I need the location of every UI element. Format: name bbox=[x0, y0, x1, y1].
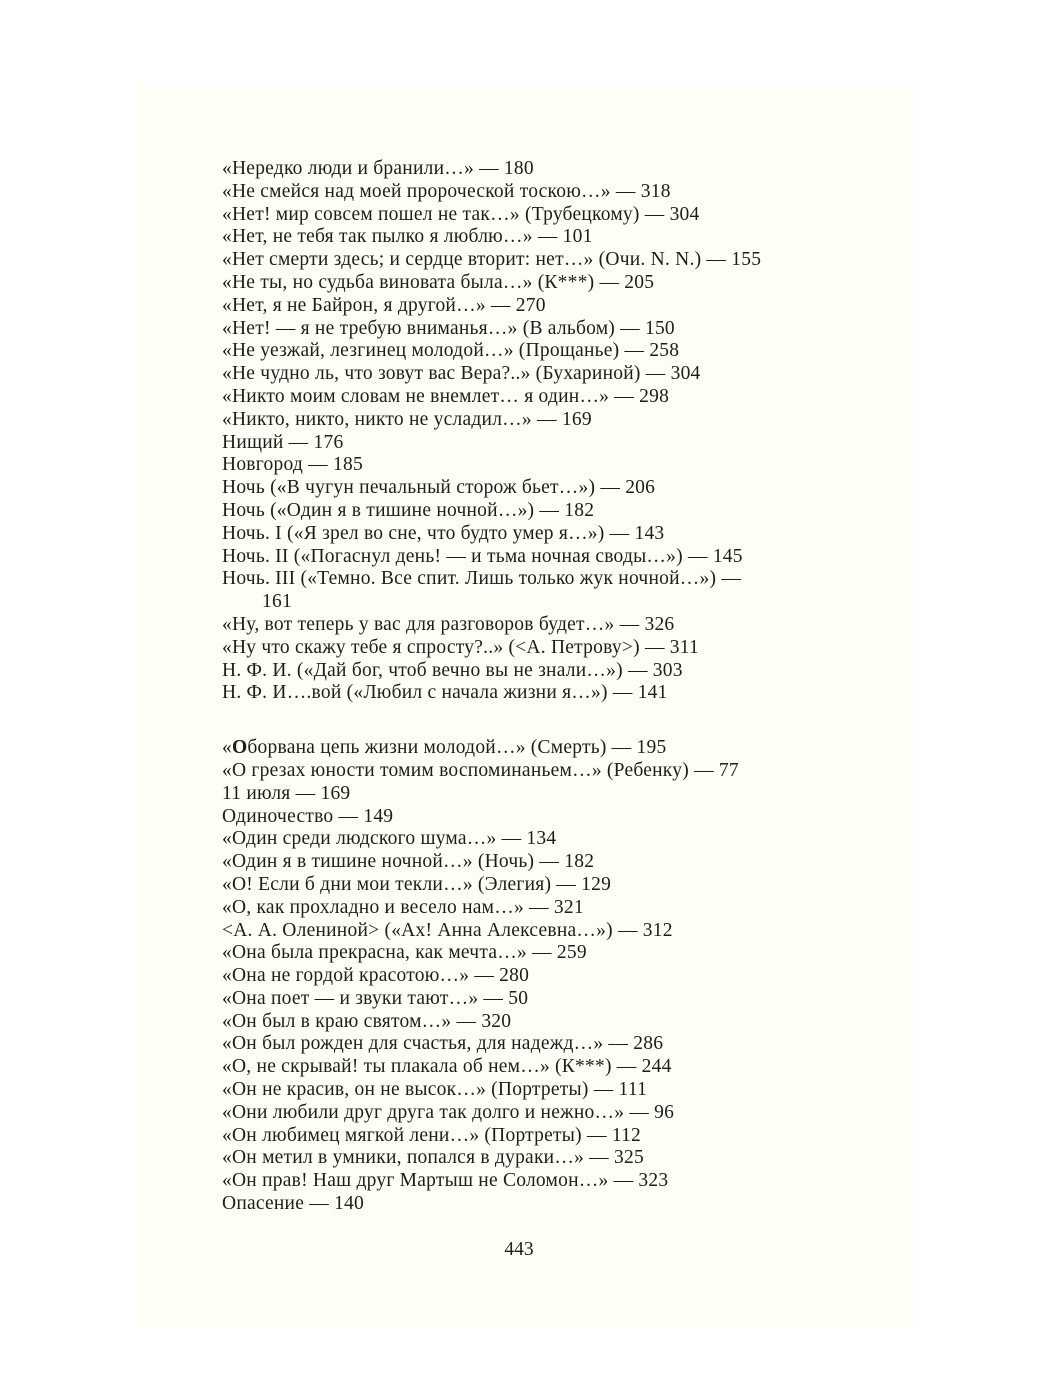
index-entry: «Ну что скажу тебе я спросту?..» (<А. Петрову>) — 311 bbox=[222, 636, 700, 658]
index-section-letter-o bbox=[222, 737, 816, 1216]
index-entry: «Она не гордой красотою…» — 280 bbox=[222, 965, 530, 987]
index-entry: <А. А. Олениной> («Ах! Анна Алексевна…») — 312 bbox=[222, 919, 673, 941]
index-entry: «Не ты, но судьба виновата была…» (К***) — 205 bbox=[222, 271, 655, 293]
index-entry: Новгород — 185 bbox=[222, 454, 363, 476]
index-entry: «Он не красив, он не высок…» (Портреты) — 111 bbox=[222, 1079, 648, 1101]
index-entry: «Она поет — и звуки тают…» — 50 bbox=[222, 987, 529, 1009]
index-entry: «Ну, вот теперь у вас для разговоров будет…» — 326 bbox=[222, 613, 675, 635]
index-entry: «Нет! мир совсем пошел не так…» (Трубецкому) — 304 bbox=[222, 203, 700, 225]
book-page bbox=[138, 84, 914, 1328]
index-entry: «Он метил в умники, попался в дураки…» — 325 bbox=[222, 1147, 644, 1169]
index-entry: «О! Если б дни мои текли…» (Элегия) — 129 bbox=[222, 873, 612, 895]
index-entry: «Один я в тишине ночной…» (Ночь) — 182 bbox=[222, 851, 595, 873]
index-entry: «Не уезжай, лезгинец молодой…» (Прощанье) — 258 bbox=[222, 340, 680, 362]
page-number: 443 bbox=[504, 1239, 534, 1260]
index-entry: «Нет смерти здесь; и сердце вторит: нет…» (Очи. N. N.) — 155 bbox=[222, 249, 762, 271]
index-entry: «Они любили друг друга так долго и нежно…» — 96 bbox=[222, 1101, 675, 1123]
index-entry: «Он любимец мягкой лени…» (Портреты) — 112 bbox=[222, 1124, 642, 1146]
index-entry: «Нет! — я не требую вниманья…» (В альбом) — 150 bbox=[222, 317, 675, 339]
index-entry: «Нет, я не Байрон, я другой…» — 270 bbox=[222, 294, 546, 316]
index-entry: «Он был рожден для счастья, для надежд…» — 286 bbox=[222, 1033, 664, 1055]
index-entry: «Не чудно ль, что зовут вас Вера?..» (Бухариной) — 304 bbox=[222, 363, 701, 385]
index-entry: «Не смейся над моей пророческой тоскою…» — 318 bbox=[222, 180, 671, 202]
index-entry: «Он прав! Наш друг Мартыш не Соломон…» — 323 bbox=[222, 1170, 669, 1192]
index-entry: Ночь («В чугун печальный сторож бьет…») — 206 bbox=[222, 477, 656, 499]
index-entry: «О, как прохладно и весело нам…» — 321 bbox=[222, 896, 584, 918]
index-entry: «Никто, никто, никто не усладил…» — 169 bbox=[222, 408, 592, 430]
index-entry: «Она была прекрасна, как мечта…» — 259 bbox=[222, 942, 587, 964]
index-entry: Одиночество — 149 bbox=[222, 805, 394, 827]
index-entry-continuation: 161 bbox=[262, 591, 292, 613]
index-entry: Ночь («Один я в тишине ночной…») — 182 bbox=[222, 499, 595, 521]
index-list bbox=[222, 158, 816, 1216]
index-entry: Ночь. II («Погаснул день! — и тьма ночная своды…») — 145 bbox=[222, 545, 743, 567]
index-entry: «Он был в краю святом…» — 320 bbox=[222, 1010, 512, 1032]
index-entry: Ночь. I («Я зрел во сне, что будто умер я…») — 143 bbox=[222, 522, 665, 544]
index-entry: 11 июля — 169 bbox=[222, 782, 351, 804]
index-entry: «О, не скрывай! ты плакала об нем…» (К***) — 244 bbox=[222, 1056, 672, 1078]
index-entry: Ночь. III («Темно. Все спит. Лишь только жук ночной…») — bbox=[222, 568, 742, 590]
index-entry: Н. Ф. И….вой («Любил с начала жизни я…») — 141 bbox=[222, 682, 668, 704]
index-section-letter-n-continued bbox=[222, 158, 816, 705]
index-entry: Нищий — 176 bbox=[222, 431, 344, 453]
index-entry: «Нет, не тебя так пылко я люблю…» — 101 bbox=[222, 226, 593, 248]
index-entry: «Оборвана цепь жизни молодой…» (Смерть) — 195 bbox=[222, 737, 667, 759]
index-entry: «Один среди людского шума…» — 134 bbox=[222, 828, 557, 850]
index-entry: «О грезах юности томим воспоминаньем…» (Ребенку) — 77 bbox=[222, 759, 739, 781]
index-entry: Опасение — 140 bbox=[222, 1193, 365, 1215]
index-entry: Н. Ф. И. («Дай бог, чтоб вечно вы не знали…») — 303 bbox=[222, 659, 683, 681]
index-entry: «Нередко люди и бранили…» — 180 bbox=[222, 158, 534, 179]
index-entry: «Никто моим словам не внемлет… я один…» — 298 bbox=[222, 385, 670, 407]
